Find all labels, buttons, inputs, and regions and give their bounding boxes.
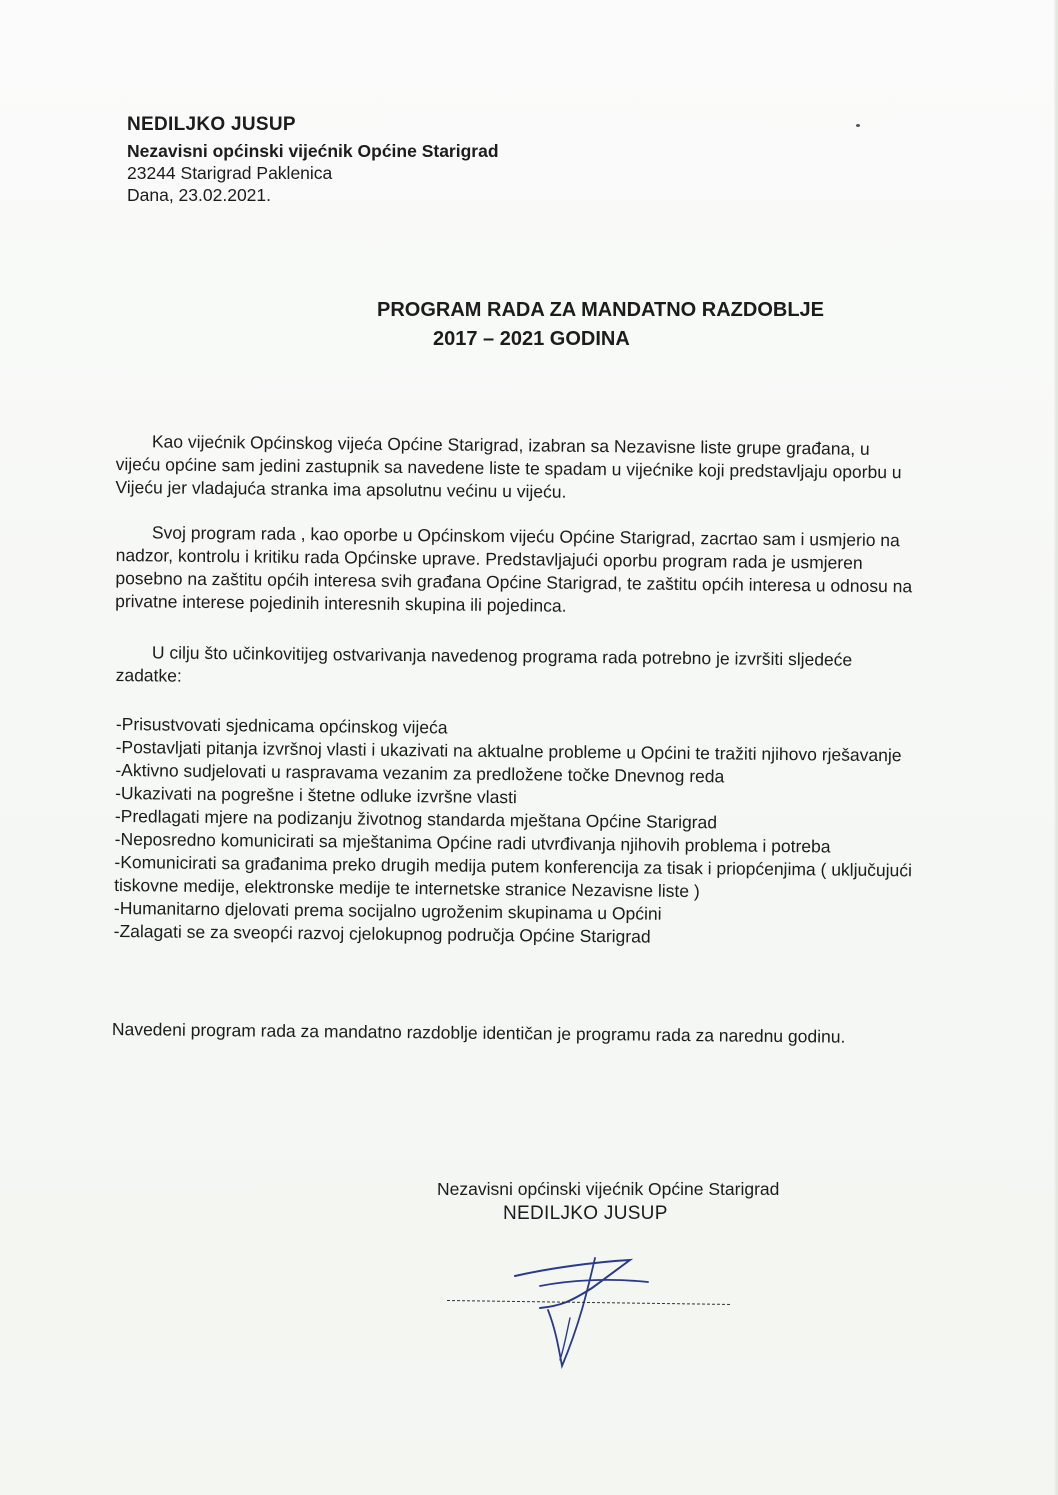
sender-name: NEDILJKO JUSUP [127, 114, 296, 135]
signatory-name: NEDILJKO JUSUP [503, 1203, 668, 1224]
document-date: Dana, 23.02.2021. [127, 185, 272, 205]
task-item: -Aktivno sudjelovati u raspravama vezanim za predložene točke Dnevnog reda [115, 759, 725, 787]
sender-header [127, 114, 499, 206]
task-item: -Prisustvovati sjednicama općinskog vijeća [115, 713, 448, 738]
title-line-2: 2017 – 2021 GODINA [433, 328, 630, 350]
paragraph-tasks-lead: U cilju što učinkovitijeg ostvarivanja navedenog programa rada potrebno je izvršiti sljedeće zadatke: [115, 642, 853, 686]
page-edge [1054, 0, 1058, 1495]
handwritten-signature [500, 1248, 670, 1378]
closing-statement: Navedeni program rada za mandatno razdoblje identičan je programu rada za narednu godinu. [111, 1018, 846, 1047]
task-item: -Postavljati pitanja izvršnoj vlasti i ukazivati na aktualne probleme u Općini te tražiti njihovo rješavanje [115, 736, 902, 766]
sender-address: 23244 Starigrad Paklenica [127, 163, 333, 183]
title-line-1: PROGRAM RADA ZA MANDATNO RAZDOBLJE [377, 299, 825, 321]
sender-role: Nezavisni općinski vijećnik Općine Starigrad [127, 141, 499, 161]
signatory-role: Nezavisni općinski vijećnik Općine Starigrad [437, 1179, 780, 1199]
task-item: -Zalagati se za sveopći razvoj cjelokupnog područja Općine Starigrad [113, 920, 651, 947]
task-list [114, 713, 916, 951]
paragraph-intro: Kao vijećnik Općinskog vijeća Općine Starigrad, izabran sa Nezavisne liste grupe građana, u vijeću općine sam jedini zastupnik sa navedene liste te spadam u vijećnike koji predstavljaju oporbu u Vijeću jer vladajuća stranka ima apsolutnu većinu u vijeću. [115, 431, 902, 502]
task-item: -Komunicirati sa građanima preko drugih medija putem konferencija za tisak i priopćenjima ( uključujući tiskovne medije, elektronske medije te internetske stranice Nezavisne liste ) [114, 851, 913, 902]
scan-speck [856, 124, 860, 127]
paragraph-program: Svoj program rada , kao oporbe u Općinskom vijeću Općine Starigrad, zacrtao sam i usmjerio na nadzor, kontrolu i kritiku rada Općinske uprave. Predstavljajući oporbu program rada je usmjeren posebno na zaštitu općih interesa svih građana Općine Starigrad, te zaštitu općih interesa u odnosu na privatne interese pojedinih interesnih skupina ili pojedinca. [115, 522, 913, 616]
task-item: -Ukazivati na pogrešne i štetne odluke izvršne vlasti [115, 782, 517, 808]
task-item: -Predlagati mjere na podizanju životnog standarda mještana Općine Starigrad [114, 805, 718, 833]
task-item: -Humanitarno djelovati prema socijalno ugroženim skupinama u Općini [113, 897, 662, 924]
task-item: -Neposredno komunicirati sa mještanima Općine radi utvrđivanja njihovih problema i potreba [114, 828, 831, 857]
